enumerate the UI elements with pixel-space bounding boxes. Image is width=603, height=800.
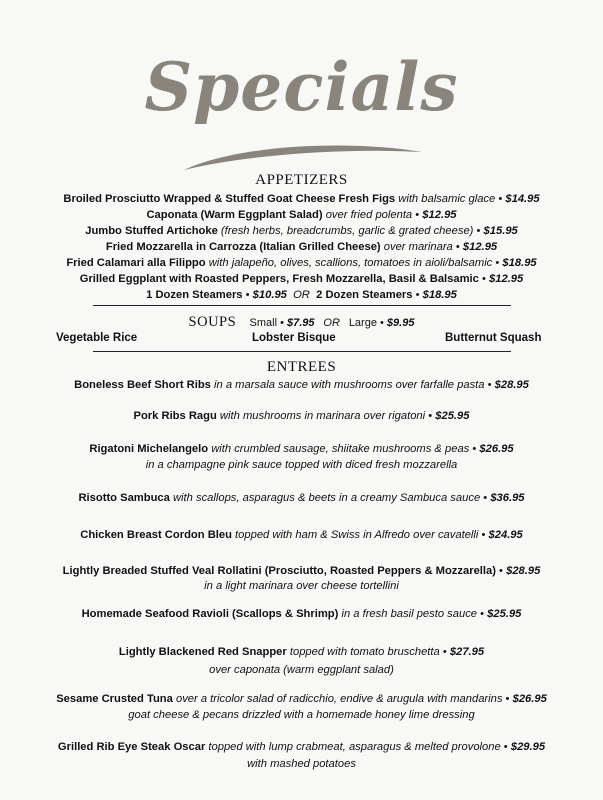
soup-item: Lobster Bisque <box>252 332 336 344</box>
soups-or: OR <box>323 317 340 329</box>
entree-item: Risotto Sambuca with scallops, asparagus & beets in a creamy Sambuca sauce • $36.95 <box>78 492 525 504</box>
steamers-line: 1 Dozen Steamers • $10.95 OR 2 Dozen Steamers • $18.95 <box>146 289 457 301</box>
appetizers-heading: APPETIZERS <box>255 172 348 188</box>
item-price: $12.95 <box>462 241 498 253</box>
item-description: in a fresh basil pesto sauce <box>338 608 478 620</box>
menu-header <box>0 40 603 160</box>
soups-small-label: Small <box>249 317 278 329</box>
item-price: $29.95 <box>510 741 546 753</box>
section-divider <box>93 351 511 352</box>
item-price: $27.95 <box>449 646 485 658</box>
item-name: Pork Ribs Ragu <box>133 410 217 422</box>
item-description: with crumbled sausage, shiitake mushrooms & peas <box>208 443 470 455</box>
entree-item-line2: in a light marinara over cheese tortellini <box>204 580 399 592</box>
item-name: Fried Mozzarella in Carrozza (Italian Grilled Cheese) <box>105 241 381 253</box>
item-name: Lightly Breaded Stuffed Veal Rollatini (Prosciutto, Roasted Peppers & Mozzarella) <box>62 565 496 577</box>
item-description: topped with tomato bruschetta <box>286 646 440 658</box>
item-price: $28.95 <box>506 565 541 577</box>
entree-item-line2: with mashed potatoes <box>247 758 356 770</box>
steamers-or: OR <box>293 289 310 301</box>
item-price: $15.95 <box>483 225 518 237</box>
soups-header: SOUPS Small • $7.95 OR Large • $9.95 <box>188 314 415 330</box>
entrees-heading: ENTREES <box>266 359 337 375</box>
item-price: $18.95 <box>502 257 537 269</box>
entree-item-line2: in a champagne pink sauce topped with diced fresh mozzarella <box>145 459 458 471</box>
entree-item: Lightly Blackened Red Snapper topped with tomato bruschetta • $27.95 <box>118 646 485 658</box>
steamers-one-price: $10.95 <box>252 289 287 301</box>
soup-item: Butternut Squash <box>445 332 542 344</box>
entree-item: Lightly Breaded Stuffed Veal Rollatini (Prosciutto, Roasted Peppers & Mozzarella) • $28.95 <box>62 565 541 577</box>
appetizer-item: Caponata (Warm Eggplant Salad) over fried polenta • $12.95 <box>146 209 457 221</box>
item-name: Chicken Breast Cordon Bleu <box>80 529 232 541</box>
item-description: over fried polenta <box>322 209 413 221</box>
entree-item: Pork Ribs Ragu with mushrooms in marinara over rigatoni • $25.95 <box>133 410 470 422</box>
appetizer-item: Jumbo Stuffed Artichoke (fresh herbs, breadcrumbs, garlic & grated cheese) • $15.95 <box>85 225 518 237</box>
item-name: Lightly Blackened Red Snapper <box>118 646 287 658</box>
steamers-two-price: $18.95 <box>422 289 457 301</box>
item-name: Grilled Rib Eye Steak Oscar <box>57 741 206 753</box>
soup-item: Vegetable Rice <box>56 332 138 344</box>
soups-large-price: $9.95 <box>386 317 415 329</box>
appetizer-item: Grilled Eggplant with Roasted Peppers, Fresh Mozzarella, Basil & Balsamic • $12.95 <box>79 273 524 285</box>
item-description: over marinara <box>380 241 453 253</box>
item-name: Boneless Beef Short Ribs <box>74 379 211 391</box>
item-price: $28.95 <box>494 379 529 391</box>
item-name: Rigatoni Michelangelo <box>89 443 209 455</box>
appetizer-item: Fried Calamari alla Filippo with jalapeño, olives, scallions, tomatoes in aioli/balsamic • $18.95 <box>66 257 537 269</box>
entree-item-line2: goat cheese & pecans drizzled with a homemade honey lime dressing <box>128 709 475 721</box>
entree-item: Grilled Rib Eye Steak Oscar topped with lump crabmeat, asparagus & melted provolone • $29.95 <box>57 741 546 753</box>
item-description: topped with ham & Swiss in Alfredo over cavatelli <box>231 529 479 541</box>
steamers-one-label: 1 Dozen Steamers <box>146 289 243 301</box>
item-name: Jumbo Stuffed Artichoke <box>85 225 218 237</box>
item-price: $25.95 <box>435 410 470 422</box>
entree-item: Rigatoni Michelangelo with crumbled sausage, shiitake mushrooms & peas • $26.95 <box>89 443 514 455</box>
soups-large-label: Large <box>348 317 377 329</box>
soups-heading: SOUPS <box>188 314 237 330</box>
entree-item: Chicken Breast Cordon Bleu topped with ham & Swiss in Alfredo over cavatelli • $24.95 <box>80 529 523 541</box>
item-name: Broiled Prosciutto Wrapped & Stuffed Goat Cheese Fresh Figs <box>63 193 396 205</box>
item-description: in a marsala sauce with mushrooms over farfalle pasta <box>210 379 485 391</box>
entree-item: Homemade Seafood Ravioli (Scallops & Shrimp) in a fresh basil pesto sauce • $25.95 <box>81 608 522 620</box>
entree-item: Boneless Beef Short Ribs in a marsala sauce with mushrooms over farfalle pasta • $28.95 <box>74 379 529 391</box>
item-description: with mushrooms in marinara over rigatoni <box>216 410 426 422</box>
item-name: Grilled Eggplant with Roasted Peppers, Fresh Mozzarella, Basil & Balsamic <box>79 273 479 285</box>
item-description: with scallops, asparagus & beets in a creamy Sambuca sauce <box>169 492 481 504</box>
item-price: $12.95 <box>422 209 457 221</box>
steamers-two-label: 2 Dozen Steamers <box>316 289 413 301</box>
section-divider <box>93 305 511 306</box>
title-swash-decoration <box>180 136 425 176</box>
item-price: $24.95 <box>488 529 523 541</box>
item-name: Fried Calamari alla Filippo <box>66 257 206 269</box>
item-price: $14.95 <box>505 193 540 205</box>
appetizer-item: Fried Mozzarella in Carrozza (Italian Grilled Cheese) over marinara • $12.95 <box>105 241 498 253</box>
item-name: Caponata (Warm Eggplant Salad) <box>146 209 323 221</box>
item-price: $25.95 <box>487 608 522 620</box>
item-price: $12.95 <box>489 273 524 285</box>
item-name: Risotto Sambuca <box>78 492 170 504</box>
soups-small-price: $7.95 <box>287 317 315 329</box>
appetizer-item: Broiled Prosciutto Wrapped & Stuffed Goat Cheese Fresh Figs with balsamic glace • $14.95 <box>63 193 540 205</box>
item-name: Homemade Seafood Ravioli (Scallops & Shrimp) <box>81 608 339 620</box>
item-price: $26.95 <box>479 443 514 455</box>
item-description: with balsamic glace <box>395 193 496 205</box>
item-price: $26.95 <box>512 693 547 705</box>
menu-title: Specials <box>144 48 459 126</box>
entree-item-line2: over caponata (warm eggplant salad) <box>209 664 394 676</box>
item-description: over a tricolor salad of radicchio, endive & arugula with mandarins <box>172 693 503 705</box>
item-description: topped with lump crabmeat, asparagus & melted provolone <box>205 741 501 753</box>
item-description: with jalapeño, olives, scallions, tomatoes in aioli/balsamic <box>205 257 493 269</box>
item-description: (fresh herbs, breadcrumbs, garlic & grated cheese) <box>217 225 474 237</box>
item-price: $36.95 <box>490 492 525 504</box>
entree-item: Sesame Crusted Tuna over a tricolor salad of radicchio, endive & arugula with mandarins • $26.95 <box>56 693 547 705</box>
item-name: Sesame Crusted Tuna <box>56 693 173 705</box>
